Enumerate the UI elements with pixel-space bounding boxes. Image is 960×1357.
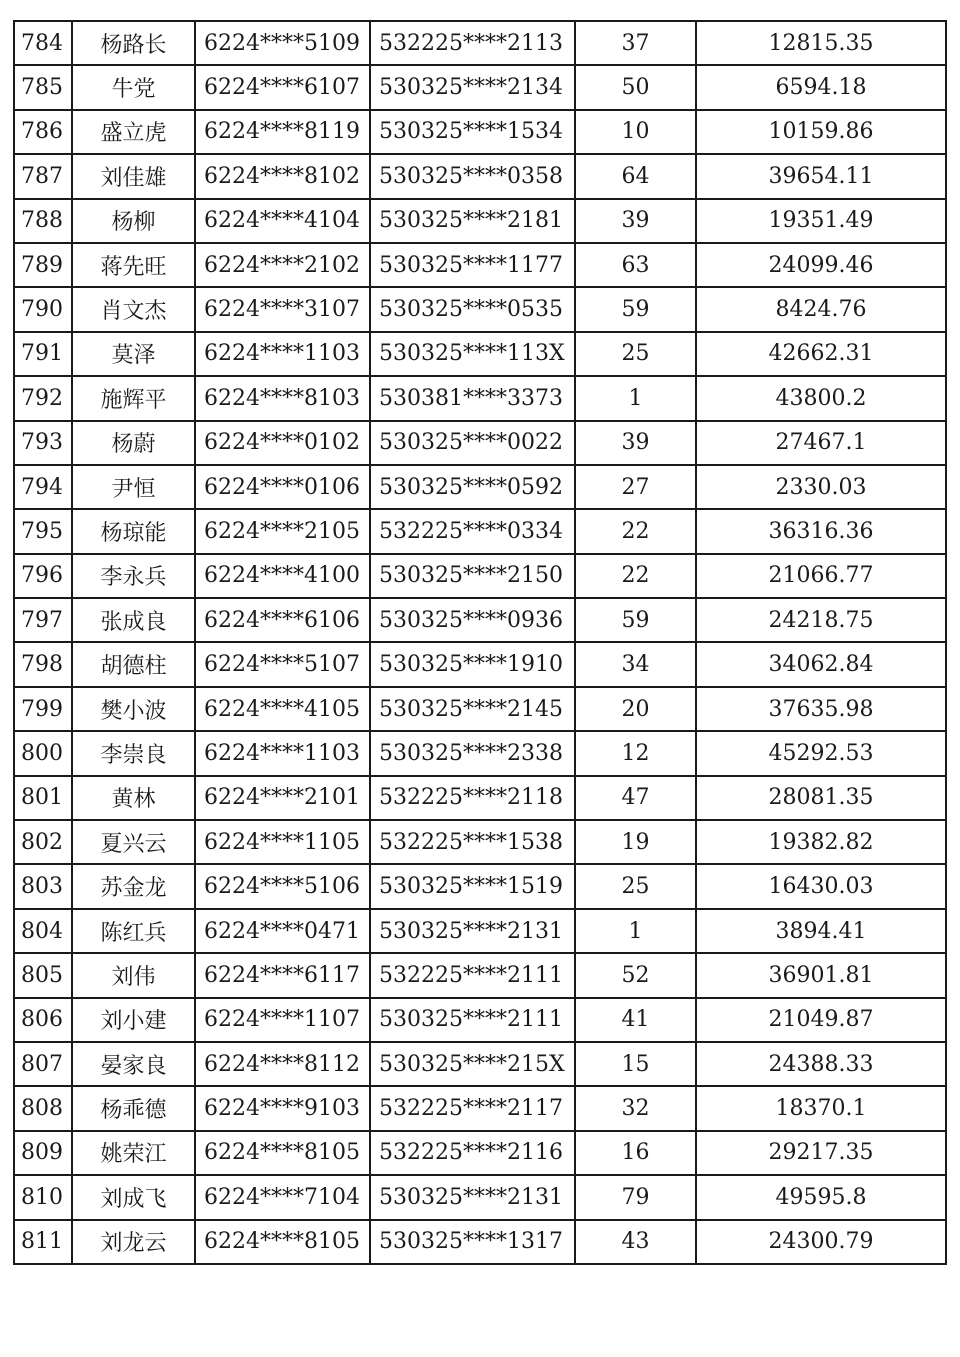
cell-name: 刘龙云 <box>72 1220 195 1264</box>
cell-count: 39 <box>575 421 696 465</box>
table-body <box>14 21 946 1264</box>
cell-amount: 49595.8 <box>696 1175 946 1219</box>
table-row <box>14 110 946 154</box>
cell-count: 79 <box>575 1175 696 1219</box>
cell-count: 59 <box>575 287 696 331</box>
cell-card-number: 6224****1103 <box>195 731 370 775</box>
cell-id-number: 530325****1519 <box>370 864 575 908</box>
cell-name: 蒋先旺 <box>72 243 195 287</box>
cell-name: 晏家良 <box>72 1042 195 1086</box>
cell-name: 莫泽 <box>72 332 195 376</box>
cell-card-number: 6224****6106 <box>195 598 370 642</box>
cell-count: 37 <box>575 21 696 65</box>
table-row <box>14 465 946 509</box>
cell-row-number: 805 <box>14 953 72 997</box>
cell-row-number: 800 <box>14 731 72 775</box>
cell-name: 樊小波 <box>72 687 195 731</box>
table-row <box>14 199 946 243</box>
cell-card-number: 6224****8102 <box>195 154 370 198</box>
cell-card-number: 6224****7104 <box>195 1175 370 1219</box>
cell-amount: 8424.76 <box>696 287 946 331</box>
cell-row-number: 794 <box>14 465 72 509</box>
cell-amount: 3894.41 <box>696 909 946 953</box>
cell-amount: 16430.03 <box>696 864 946 908</box>
cell-count: 64 <box>575 154 696 198</box>
cell-name: 夏兴云 <box>72 820 195 864</box>
cell-name: 李崇良 <box>72 731 195 775</box>
cell-row-number: 786 <box>14 110 72 154</box>
cell-name: 李永兵 <box>72 554 195 598</box>
cell-count: 20 <box>575 687 696 731</box>
cell-id-number: 530325****2111 <box>370 998 575 1042</box>
cell-row-number: 809 <box>14 1131 72 1175</box>
cell-card-number: 6224****2101 <box>195 776 370 820</box>
cell-row-number: 784 <box>14 21 72 65</box>
cell-card-number: 6224****0471 <box>195 909 370 953</box>
cell-id-number: 532225****2118 <box>370 776 575 820</box>
table-row <box>14 909 946 953</box>
cell-row-number: 797 <box>14 598 72 642</box>
cell-card-number: 6224****8103 <box>195 376 370 420</box>
cell-row-number: 802 <box>14 820 72 864</box>
cell-count: 22 <box>575 509 696 553</box>
cell-id-number: 532225****1538 <box>370 820 575 864</box>
cell-row-number: 804 <box>14 909 72 953</box>
table-row <box>14 864 946 908</box>
table-row <box>14 287 946 331</box>
cell-amount: 37635.98 <box>696 687 946 731</box>
cell-name: 杨蔚 <box>72 421 195 465</box>
table-row <box>14 1220 946 1264</box>
cell-id-number: 530325****2338 <box>370 731 575 775</box>
cell-id-number: 530325****0358 <box>370 154 575 198</box>
cell-amount: 6594.18 <box>696 65 946 109</box>
table-row <box>14 731 946 775</box>
cell-amount: 18370.1 <box>696 1086 946 1130</box>
cell-id-number: 530325****2145 <box>370 687 575 731</box>
cell-name: 陈红兵 <box>72 909 195 953</box>
cell-count: 16 <box>575 1131 696 1175</box>
cell-amount: 27467.1 <box>696 421 946 465</box>
cell-amount: 42662.31 <box>696 332 946 376</box>
cell-card-number: 6224****6117 <box>195 953 370 997</box>
cell-row-number: 788 <box>14 199 72 243</box>
table-row <box>14 776 946 820</box>
cell-row-number: 798 <box>14 642 72 686</box>
cell-name: 张成良 <box>72 598 195 642</box>
cell-row-number: 785 <box>14 65 72 109</box>
cell-name: 盛立虎 <box>72 110 195 154</box>
cell-name: 杨乖德 <box>72 1086 195 1130</box>
cell-name: 杨柳 <box>72 199 195 243</box>
cell-card-number: 6224****9103 <box>195 1086 370 1130</box>
table-row <box>14 1042 946 1086</box>
cell-card-number: 6224****6107 <box>195 65 370 109</box>
cell-name: 苏金龙 <box>72 864 195 908</box>
cell-row-number: 799 <box>14 687 72 731</box>
cell-name: 施辉平 <box>72 376 195 420</box>
cell-count: 15 <box>575 1042 696 1086</box>
cell-row-number: 811 <box>14 1220 72 1264</box>
cell-name: 牛党 <box>72 65 195 109</box>
cell-card-number: 6224****0106 <box>195 465 370 509</box>
cell-row-number: 789 <box>14 243 72 287</box>
cell-card-number: 6224****8105 <box>195 1131 370 1175</box>
cell-row-number: 792 <box>14 376 72 420</box>
cell-name: 黄林 <box>72 776 195 820</box>
table-row <box>14 642 946 686</box>
cell-card-number: 6224****2105 <box>195 509 370 553</box>
cell-count: 22 <box>575 554 696 598</box>
cell-amount: 28081.35 <box>696 776 946 820</box>
cell-row-number: 801 <box>14 776 72 820</box>
cell-id-number: 530325****2131 <box>370 1175 575 1219</box>
table-row <box>14 1175 946 1219</box>
cell-id-number: 530325****2131 <box>370 909 575 953</box>
cell-card-number: 6224****2102 <box>195 243 370 287</box>
cell-card-number: 6224****4100 <box>195 554 370 598</box>
cell-amount: 10159.86 <box>696 110 946 154</box>
cell-row-number: 791 <box>14 332 72 376</box>
cell-row-number: 790 <box>14 287 72 331</box>
cell-id-number: 530325****215X <box>370 1042 575 1086</box>
cell-count: 32 <box>575 1086 696 1130</box>
cell-amount: 12815.35 <box>696 21 946 65</box>
cell-count: 27 <box>575 465 696 509</box>
cell-card-number: 6224****1107 <box>195 998 370 1042</box>
cell-row-number: 806 <box>14 998 72 1042</box>
cell-count: 39 <box>575 199 696 243</box>
cell-id-number: 532225****0334 <box>370 509 575 553</box>
cell-amount: 24300.79 <box>696 1220 946 1264</box>
cell-name: 胡德柱 <box>72 642 195 686</box>
cell-card-number: 6224****5109 <box>195 21 370 65</box>
cell-id-number: 530381****3373 <box>370 376 575 420</box>
cell-count: 63 <box>575 243 696 287</box>
table-row <box>14 509 946 553</box>
cell-amount: 36316.36 <box>696 509 946 553</box>
cell-card-number: 6224****3107 <box>195 287 370 331</box>
cell-row-number: 793 <box>14 421 72 465</box>
table-row <box>14 1086 946 1130</box>
cell-amount: 39654.11 <box>696 154 946 198</box>
cell-id-number: 532225****2111 <box>370 953 575 997</box>
table-row <box>14 1131 946 1175</box>
cell-id-number: 530325****2150 <box>370 554 575 598</box>
cell-id-number: 530325****1317 <box>370 1220 575 1264</box>
cell-count: 41 <box>575 998 696 1042</box>
cell-amount: 19382.82 <box>696 820 946 864</box>
cell-id-number: 530325****2181 <box>370 199 575 243</box>
cell-id-number: 530325****0022 <box>370 421 575 465</box>
cell-amount: 2330.03 <box>696 465 946 509</box>
cell-count: 50 <box>575 65 696 109</box>
cell-name: 刘成飞 <box>72 1175 195 1219</box>
table-row <box>14 243 946 287</box>
table-row <box>14 154 946 198</box>
document-page <box>13 20 945 1265</box>
table-row <box>14 65 946 109</box>
cell-amount: 24099.46 <box>696 243 946 287</box>
cell-id-number: 530325****113X <box>370 332 575 376</box>
table-row <box>14 21 946 65</box>
table-row <box>14 421 946 465</box>
cell-name: 刘伟 <box>72 953 195 997</box>
cell-id-number: 530325****2134 <box>370 65 575 109</box>
cell-amount: 43800.2 <box>696 376 946 420</box>
cell-id-number: 530325****0535 <box>370 287 575 331</box>
cell-card-number: 6224****4105 <box>195 687 370 731</box>
cell-card-number: 6224****1105 <box>195 820 370 864</box>
cell-amount: 29217.35 <box>696 1131 946 1175</box>
cell-card-number: 6224****8112 <box>195 1042 370 1086</box>
cell-row-number: 795 <box>14 509 72 553</box>
cell-name: 刘小建 <box>72 998 195 1042</box>
table-row <box>14 376 946 420</box>
cell-card-number: 6224****5106 <box>195 864 370 908</box>
cell-count: 1 <box>575 909 696 953</box>
cell-id-number: 530325****0592 <box>370 465 575 509</box>
table-row <box>14 598 946 642</box>
cell-count: 19 <box>575 820 696 864</box>
table-row <box>14 332 946 376</box>
cell-row-number: 807 <box>14 1042 72 1086</box>
cell-row-number: 810 <box>14 1175 72 1219</box>
cell-name: 肖文杰 <box>72 287 195 331</box>
cell-card-number: 6224****5107 <box>195 642 370 686</box>
cell-id-number: 530325****1910 <box>370 642 575 686</box>
table-row <box>14 687 946 731</box>
cell-count: 34 <box>575 642 696 686</box>
table-row <box>14 953 946 997</box>
cell-count: 52 <box>575 953 696 997</box>
cell-id-number: 532225****2117 <box>370 1086 575 1130</box>
cell-name: 刘佳雄 <box>72 154 195 198</box>
cell-name: 姚荣江 <box>72 1131 195 1175</box>
cell-row-number: 803 <box>14 864 72 908</box>
cell-count: 10 <box>575 110 696 154</box>
cell-row-number: 796 <box>14 554 72 598</box>
cell-id-number: 532225****2113 <box>370 21 575 65</box>
cell-amount: 24218.75 <box>696 598 946 642</box>
cell-card-number: 6224****8119 <box>195 110 370 154</box>
cell-count: 47 <box>575 776 696 820</box>
cell-card-number: 6224****4104 <box>195 199 370 243</box>
table-row <box>14 820 946 864</box>
cell-name: 杨琼能 <box>72 509 195 553</box>
cell-name: 尹恒 <box>72 465 195 509</box>
cell-card-number: 6224****1103 <box>195 332 370 376</box>
cell-amount: 45292.53 <box>696 731 946 775</box>
cell-row-number: 808 <box>14 1086 72 1130</box>
cell-id-number: 530325****1534 <box>370 110 575 154</box>
table-row <box>14 554 946 598</box>
cell-amount: 34062.84 <box>696 642 946 686</box>
cell-count: 1 <box>575 376 696 420</box>
cell-amount: 36901.81 <box>696 953 946 997</box>
cell-count: 12 <box>575 731 696 775</box>
cell-id-number: 530325****0936 <box>370 598 575 642</box>
cell-row-number: 787 <box>14 154 72 198</box>
cell-count: 59 <box>575 598 696 642</box>
cell-count: 25 <box>575 864 696 908</box>
cell-id-number: 532225****2116 <box>370 1131 575 1175</box>
cell-card-number: 6224****8105 <box>195 1220 370 1264</box>
cell-amount: 19351.49 <box>696 199 946 243</box>
cell-count: 25 <box>575 332 696 376</box>
cell-name: 杨路长 <box>72 21 195 65</box>
table-row <box>14 998 946 1042</box>
cell-amount: 21066.77 <box>696 554 946 598</box>
cell-amount: 24388.33 <box>696 1042 946 1086</box>
data-table <box>13 20 947 1265</box>
cell-amount: 21049.87 <box>696 998 946 1042</box>
cell-id-number: 530325****1177 <box>370 243 575 287</box>
cell-count: 43 <box>575 1220 696 1264</box>
cell-card-number: 6224****0102 <box>195 421 370 465</box>
